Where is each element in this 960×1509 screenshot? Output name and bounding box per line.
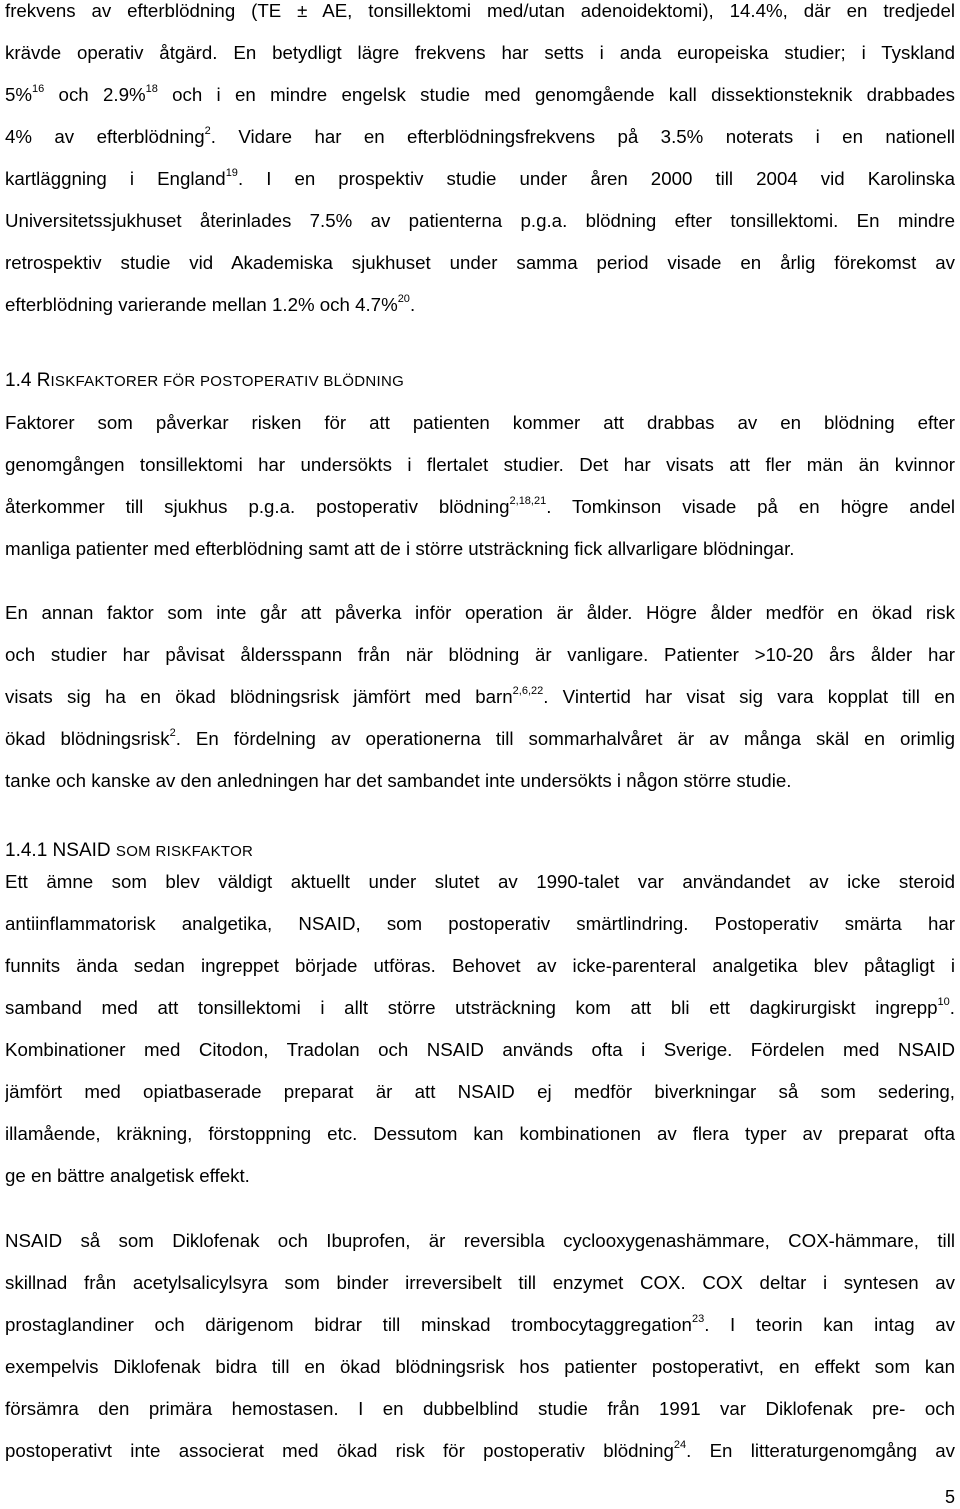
text-line xyxy=(5,676,955,718)
text-segment: samband med att tonsillektomi i allt större utsträckning kom att bli ett dagkirurgiskt ingrepp xyxy=(5,997,938,1018)
citation-superscript: 2 xyxy=(169,726,176,739)
citation-superscript: 10 xyxy=(937,995,950,1008)
citation-superscript: 20 xyxy=(397,292,410,305)
citation-superscript: 24 xyxy=(673,1438,687,1451)
text-segment: . I teorin kan intag av xyxy=(704,1314,955,1335)
text-line xyxy=(5,284,955,326)
text-segment: visats sig ha en ökad blödningsrisk jämfört med barn xyxy=(5,686,513,707)
text-line: försämra den primära hemostasen. I en dubbelblind studie från 1991 var Diklofenak pre- och xyxy=(5,1398,955,1419)
text-segment: återkommer till sjukhus p.g.a. postoperativ blödning xyxy=(5,496,510,517)
text-line xyxy=(5,158,955,200)
citation-superscript: 23 xyxy=(691,1312,705,1325)
text-line xyxy=(5,718,955,760)
heading-main: NSAID xyxy=(52,840,111,861)
paragraph-nsaid-cox xyxy=(5,1220,955,1472)
text-segment: . Tomkinson visade på en högre andel xyxy=(546,496,955,517)
paragraph-nsaid-amne xyxy=(5,861,955,1197)
text-segment: efterblödning varierande mellan 1.2% och 4.7% xyxy=(5,294,398,315)
citation-superscript: 18 xyxy=(145,82,158,95)
text-segment: postoperativt inte associerat med ökad risk för postoperativ blödning xyxy=(5,1440,674,1461)
text-line xyxy=(5,116,955,158)
text-line: skillnad från acetylsalicylsyra som binder irreversibelt till enzymet COX. COX deltar i syntesen av xyxy=(5,1272,955,1293)
text-line: manliga patienter med efterblödning samt att de i större utsträckning fick allvarligare blödningar. xyxy=(5,538,795,559)
text-line: Kombinationer med Citodon, Tradolan och NSAID används ofta i Sverige. Fördelen med NSAID xyxy=(5,1039,955,1060)
text-line: funnits ända sedan ingreppet började utföras. Behovet av icke-parenteral analgetika blev påtagligt i xyxy=(5,955,955,976)
text-line xyxy=(5,486,955,528)
text-line: frekvens av efterblödning (TE ± AE, tonsillektomi med/utan adenoidektomi), 14.4%, där en tredjedel xyxy=(5,0,955,21)
text-line: exempelvis Diklofenak bidra till en ökad blödningsrisk hos patienter postoperativt, en effekt som kan xyxy=(5,1356,955,1377)
heading-riskfaktorer xyxy=(5,368,404,395)
citation-superscript: 19 xyxy=(225,166,238,179)
text-segment: och i en mindre engelsk studie med genomgående kall dissektionsteknik drabbades xyxy=(157,84,955,105)
text-segment: . En fördelning av operationerna till sommarhalvåret är av många skäl en orimlig xyxy=(175,728,955,749)
text-line xyxy=(5,1430,955,1472)
heading-title: SOM RISKFAKTOR xyxy=(115,843,254,860)
text-line: ge en bättre analgetisk effekt. xyxy=(5,1165,250,1186)
text-segment: . I en prospektiv studie under åren 2000 till 2004 vid Karolinska xyxy=(237,168,955,189)
text-line: jämfört med opiatbaserade preparat är att NSAID ej medför biverkningar så som sedering, xyxy=(5,1081,955,1102)
text-segment: 5% xyxy=(5,84,33,105)
text-line xyxy=(5,74,955,116)
text-line: NSAID så som Diklofenak och Ibuprofen, är reversibla cyclooxygenashämmare, COX-hämmare, till xyxy=(5,1230,955,1251)
text-segment: . Vintertid har visat sig vara kopplat till en xyxy=(543,686,955,707)
text-line xyxy=(5,987,955,1029)
heading-first-letter: R xyxy=(36,370,51,391)
text-line: och studier har påvisat åldersspann från när blödning är vanligare. Patienter >10-20 års ålder har xyxy=(5,644,955,665)
text-line: Faktorer som påverkar risken för att patienten kommer att drabbas av en blödning efter xyxy=(5,412,955,433)
text-segment: prostaglandiner och därigenom bidrar till minskad trombocytaggregation xyxy=(5,1314,692,1335)
text-line: En annan faktor som inte går att påverka inför operation är ålder. Högre ålder medför en ökad risk xyxy=(5,602,955,623)
citation-superscript: 2,6,22 xyxy=(512,684,544,697)
text-line: Ett ämne som blev väldigt aktuellt under slutet av 1990-talet var användandet av icke steroid xyxy=(5,871,955,892)
text-line: illamående, kräkning, förstoppning etc. Dessutom kan kombinationen av flera typer av preparat ofta xyxy=(5,1123,955,1144)
text-line: retrospektiv studie vid Akademiska sjukhuset under samma period visade en årlig förekomst av xyxy=(5,252,955,273)
paragraph-faktorer xyxy=(5,402,955,570)
paragraph-efterblodning-frekvens xyxy=(5,0,955,326)
paragraph-alder xyxy=(5,592,955,802)
text-segment: . En litteraturgenomgång av xyxy=(686,1440,955,1461)
text-line: tanke och kanske av den anledningen har det sambandet inte undersökts i någon större studie. xyxy=(5,770,792,791)
text-segment: 4% av efterblödning xyxy=(5,126,205,147)
text-line: krävde operativ åtgärd. En betydligt lägre frekvens har setts i anda europeiska studier; i Tyskland xyxy=(5,42,955,63)
page-number: 5 xyxy=(944,1487,955,1507)
text-segment: . xyxy=(409,294,416,315)
text-segment: och 2.9% xyxy=(44,84,146,105)
text-segment: . Vidare har en efterblödningsfrekvens på 3.5% noterats i en nationell xyxy=(210,126,955,147)
text-segment: kartläggning i England xyxy=(5,168,226,189)
citation-superscript: 16 xyxy=(32,82,45,95)
heading-number: 1.4.1 xyxy=(5,840,48,861)
text-segment: ökad blödningsrisk xyxy=(5,728,170,749)
text-line: antiinflammatorisk analgetika, NSAID, som postoperativ smärtlindring. Postoperativ smärta har xyxy=(5,913,955,934)
citation-superscript: 2,18,21 xyxy=(509,494,547,507)
text-line: genomgången tonsillektomi har undersökts i flertalet studier. Det har visats att fler män än kvinnor xyxy=(5,454,955,475)
text-line xyxy=(5,1304,955,1346)
heading-number: 1.4 xyxy=(5,370,32,391)
heading-title: ISKFAKTORER FÖR POSTOPERATIV BLÖDNING xyxy=(50,373,405,390)
text-segment: . xyxy=(949,997,955,1018)
text-line: Universitetssjukhuset återinlades 7.5% av patienterna p.g.a. blödning efter tonsillektomi. En mindre xyxy=(5,210,955,231)
citation-superscript: 2 xyxy=(204,124,211,137)
